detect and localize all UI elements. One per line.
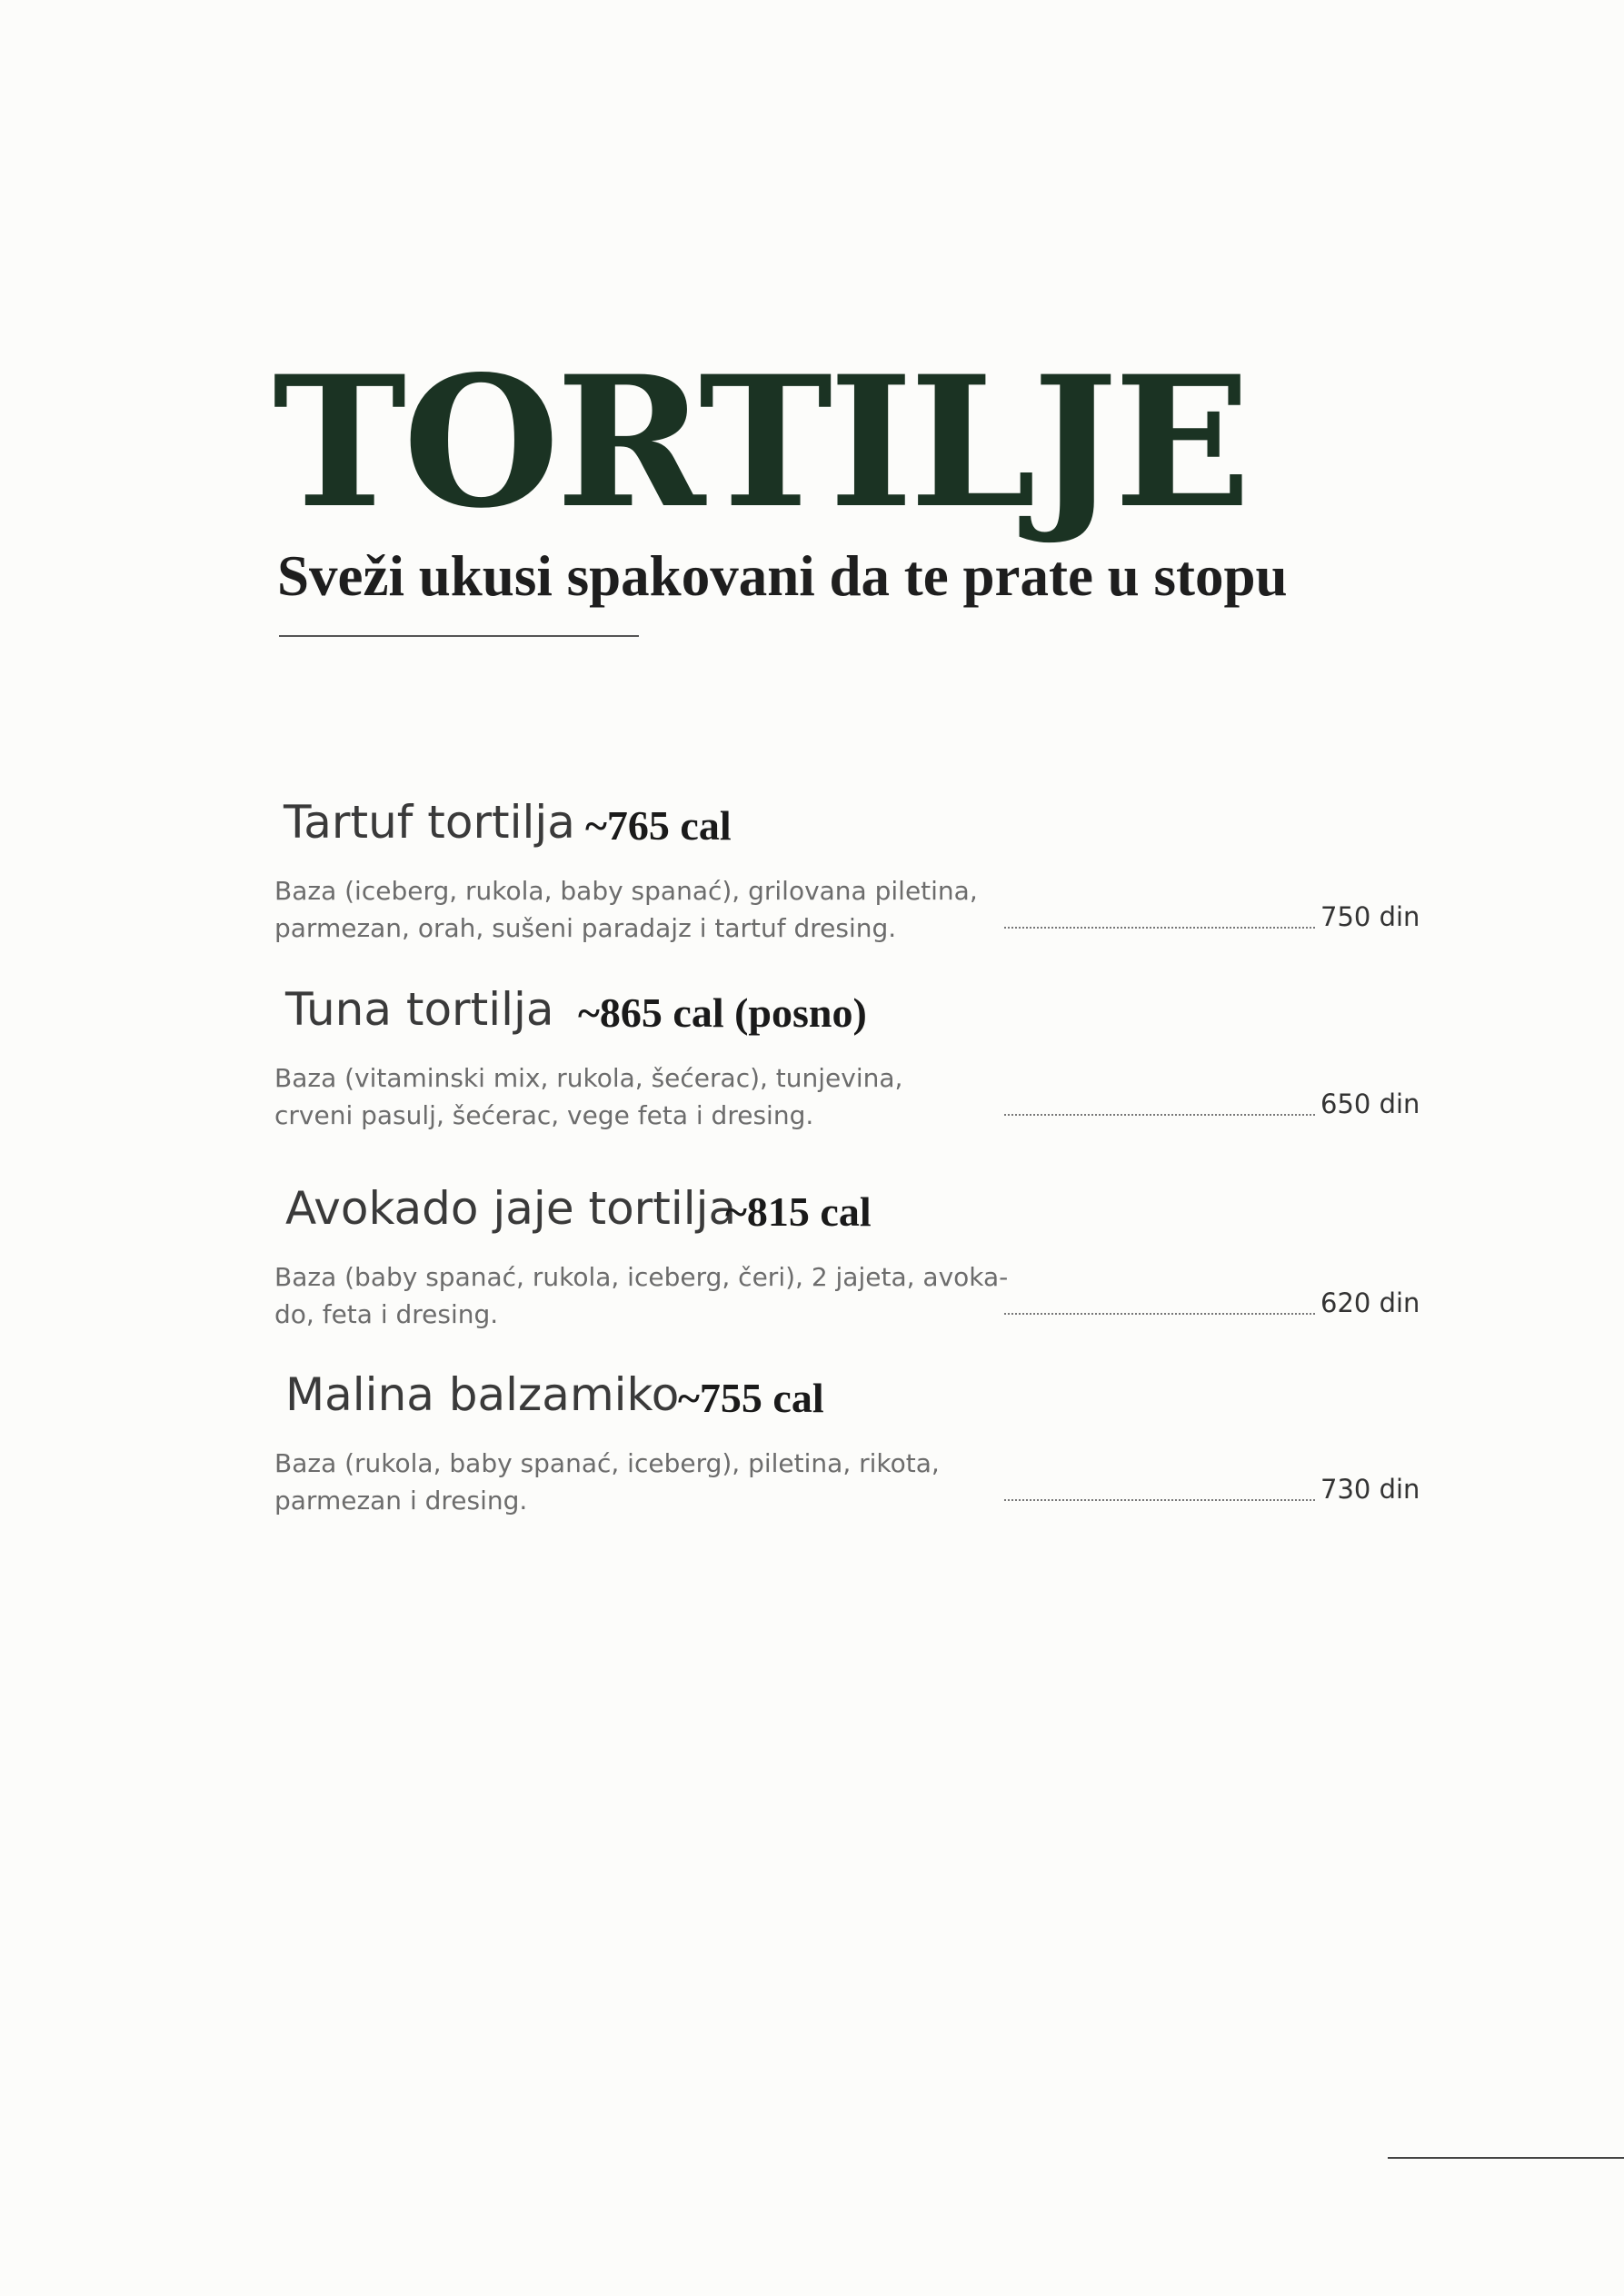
item-description-line: parmezan, orah, sušeni paradajz i tartuf dresing.	[274, 913, 897, 943]
item-price: 650 din	[1320, 1088, 1420, 1119]
item-description-line: Baza (rukola, baby spanać, iceberg), piletina, rikota,	[274, 1448, 940, 1478]
item-calories: ~765 cal	[585, 802, 732, 849]
page-subtitle: Sveži ukusi spakovani da te prate u stopu	[277, 544, 1288, 608]
item-description-line: crveni pasulj, šećerac, vege feta i dresing.	[274, 1100, 814, 1130]
item-calories: ~755 cal	[678, 1375, 824, 1421]
item-name: Avokado jaje tortilja	[285, 1182, 737, 1235]
item-description	[274, 1258, 1009, 1333]
menu-item-tartuf-tortilja	[274, 796, 1420, 945]
price-leader-dots	[1004, 1499, 1315, 1501]
price-leader-dots	[1004, 1114, 1315, 1116]
title-divider	[279, 635, 639, 637]
item-price: 750 din	[1320, 901, 1420, 932]
price-leader-dots	[1004, 1313, 1315, 1315]
item-name: Malina balzamiko	[285, 1368, 680, 1421]
menu-item-malina-balzamiko	[274, 1368, 1420, 1517]
price-leader-dots	[1004, 927, 1315, 929]
item-calories: ~865 cal (posno)	[578, 989, 867, 1036]
item-description	[274, 1445, 992, 1519]
item-description-line: Baza (iceberg, rukola, baby spanać), grilovana piletina,	[274, 876, 978, 906]
item-name: Tuna tortilja	[285, 983, 554, 1036]
menu-item-tuna-tortilja	[274, 983, 1420, 1132]
footer-divider	[1388, 2157, 1624, 2159]
item-calories: ~815 cal	[725, 1188, 872, 1235]
item-price: 620 din	[1320, 1287, 1420, 1318]
item-name: Tartuf tortilja	[284, 796, 575, 849]
item-description-line: do, feta i dresing.	[274, 1299, 499, 1329]
item-description-line: Baza (baby spanać, rukola, iceberg, čeri), 2 jajeta, avoka-	[274, 1262, 1009, 1292]
page-title: TORTILJE	[273, 336, 1248, 548]
item-description-line: Baza (vitaminski mix, rukola, šećerac), tunjevina,	[274, 1063, 903, 1093]
item-description	[274, 872, 992, 947]
item-description-line: parmezan i dresing.	[274, 1486, 528, 1516]
menu-item-avokado-jaje-tortilja	[274, 1182, 1420, 1331]
item-description	[274, 1059, 992, 1134]
item-price: 730 din	[1320, 1474, 1420, 1505]
